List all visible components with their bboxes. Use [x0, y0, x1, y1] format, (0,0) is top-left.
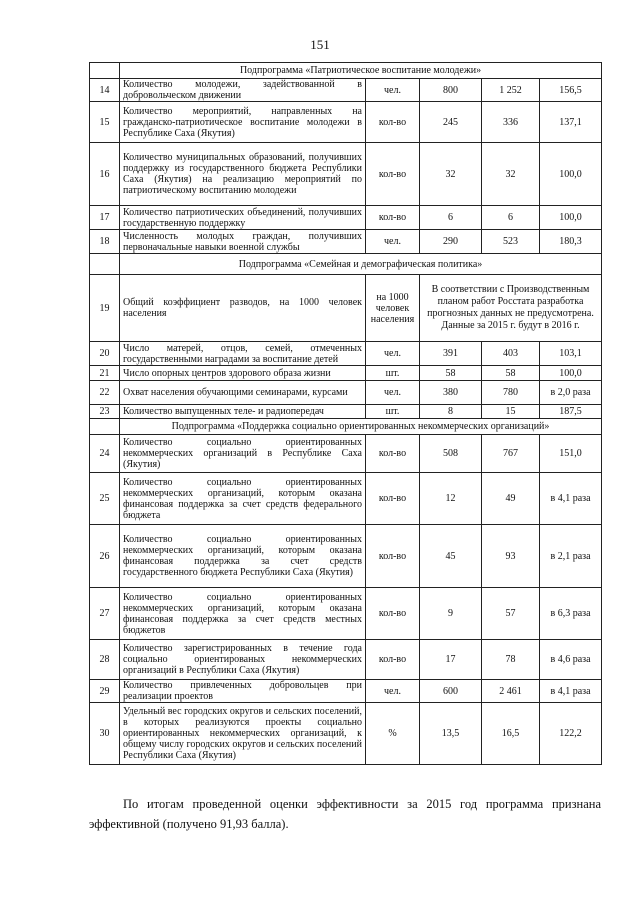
table-row	[90, 525, 602, 588]
indicator-name: Количество мероприятий, направленных на гражданско-патриотическое воспитание молодежи в Республике Саха (Якутия)	[120, 102, 366, 143]
indicator-name: Общий коэффициент разводов, на 1000 человек населения	[120, 275, 366, 342]
table-row	[90, 473, 602, 525]
plan-value: 12	[420, 473, 482, 525]
indicator-name: Количество патриотических объединений, получивших государственную поддержку	[120, 206, 366, 230]
table-row	[90, 342, 602, 366]
percent-value: в 2,1 раза	[540, 525, 602, 588]
unit-cell: чел.	[366, 342, 420, 366]
row-number: 29	[90, 680, 120, 703]
plan-value: 6	[420, 206, 482, 230]
percent-value: 122,2	[540, 703, 602, 765]
percent-value: в 2,0 раза	[540, 381, 602, 405]
row-number: 18	[90, 230, 120, 254]
unit-cell: чел.	[366, 381, 420, 405]
fact-value: 6	[482, 206, 540, 230]
percent-value: 100,0	[540, 143, 602, 206]
table-row	[90, 405, 602, 419]
table-row	[90, 435, 602, 473]
unit-cell: кол-во	[366, 435, 420, 473]
indicator-name: Удельный вес городских округов и сельских поселений, в которых реализуются проекты социально ориентированных некоммерческих организаций, к общему числу городских округов и сельских поселений Республики Саха (Якутия)	[120, 703, 366, 765]
unit-cell: чел.	[366, 79, 420, 102]
row-number: 22	[90, 381, 120, 405]
plan-value: 600	[420, 680, 482, 703]
fact-value: 32	[482, 143, 540, 206]
percent-value: 180,3	[540, 230, 602, 254]
percent-value: 187,5	[540, 405, 602, 419]
percent-value: в 4,1 раза	[540, 473, 602, 525]
indicator-name: Количество социально ориентированных некоммерческих организаций, которым оказана финансовая поддержка за счет средств местных бюджетов	[120, 588, 366, 640]
percent-value: в 4,6 раза	[540, 640, 602, 680]
table-row	[90, 79, 602, 102]
plan-value: 8	[420, 405, 482, 419]
indicators-table	[89, 62, 602, 765]
row-number: 28	[90, 640, 120, 680]
plan-value: 13,5	[420, 703, 482, 765]
indicator-name: Количество молодежи, задействованной в добровольческом движении	[120, 79, 366, 102]
unit-cell: кол-во	[366, 640, 420, 680]
table-row	[90, 680, 602, 703]
fact-value: 15	[482, 405, 540, 419]
row-number: 23	[90, 405, 120, 419]
row-number: 27	[90, 588, 120, 640]
indicator-name: Количество муниципальных образований, получивших поддержку из государственного бюджета Республики Саха (Якутия) на реализацию мероприятий по патриотическому воспитанию молодежи	[120, 143, 366, 206]
plan-value: 508	[420, 435, 482, 473]
row-number: 24	[90, 435, 120, 473]
fact-value: 336	[482, 102, 540, 143]
row-number: 25	[90, 473, 120, 525]
row-number: 17	[90, 206, 120, 230]
row-number: 20	[90, 342, 120, 366]
indicator-name: Количество социально ориентированных некоммерческих организаций в Республике Саха (Якутия)	[120, 435, 366, 473]
row-number: 30	[90, 703, 120, 765]
fact-value: 1 252	[482, 79, 540, 102]
unit-cell: кол-во	[366, 588, 420, 640]
indicator-name: Количество привлеченных добровольцев при реализации проектов	[120, 680, 366, 703]
fact-value: 403	[482, 342, 540, 366]
unit-cell: на 1000 человек населения	[366, 275, 420, 342]
plan-value: 380	[420, 381, 482, 405]
percent-value: 137,1	[540, 102, 602, 143]
fact-value: 767	[482, 435, 540, 473]
unit-cell: %	[366, 703, 420, 765]
indicator-name: Количество социально ориентированных некоммерческих организаций, которым оказана финансовая поддержка за счет средств государственного бюджета Республики Саха (Якутия)	[120, 525, 366, 588]
section-row	[90, 419, 602, 435]
unit-cell: шт.	[366, 405, 420, 419]
conclusion-paragraph	[89, 794, 601, 834]
unit-cell: кол-во	[366, 473, 420, 525]
percent-value: в 4,1 раза	[540, 680, 602, 703]
table-row	[90, 640, 602, 680]
table-row	[90, 366, 602, 381]
plan-value: 245	[420, 102, 482, 143]
table-row	[90, 206, 602, 230]
fact-value: 780	[482, 381, 540, 405]
page-number: 151	[310, 37, 330, 52]
plan-value: 800	[420, 79, 482, 102]
percent-value: 151,0	[540, 435, 602, 473]
unit-cell: шт.	[366, 366, 420, 381]
row-number: 26	[90, 525, 120, 588]
row-number: 21	[90, 366, 120, 381]
fact-value: 49	[482, 473, 540, 525]
percent-value: 100,0	[540, 366, 602, 381]
fact-value: 93	[482, 525, 540, 588]
unit-cell: чел.	[366, 680, 420, 703]
table-row	[90, 703, 602, 765]
unit-cell: кол-во	[366, 102, 420, 143]
section-title-nko: Подпрограмма «Поддержка социально ориентированных некоммерческих организаций»	[120, 419, 602, 435]
table-row	[90, 102, 602, 143]
row-number: 15	[90, 102, 120, 143]
conclusion-text: По итогам проведенной оценки эффективности за 2015 год программа признана эффективной (получено 91,93 балла).	[89, 796, 601, 831]
table-row	[90, 588, 602, 640]
indicator-name: Количество социально ориентированных некоммерческих организаций, которым оказана финансовая поддержка за счет средств федерального бюджета	[120, 473, 366, 525]
plan-value: 58	[420, 366, 482, 381]
percent-value: 156,5	[540, 79, 602, 102]
fact-value: 58	[482, 366, 540, 381]
indicator-name: Число матерей, отцов, семей, отмеченных государственными наградами за воспитание детей	[120, 342, 366, 366]
unit-cell: чел.	[366, 230, 420, 254]
plan-value: 45	[420, 525, 482, 588]
indicator-name: Количество выпущенных теле- и радиопередач	[120, 405, 366, 419]
unit-cell: кол-во	[366, 143, 420, 206]
fact-value: 523	[482, 230, 540, 254]
row-number: 14	[90, 79, 120, 102]
percent-value: 103,1	[540, 342, 602, 366]
plan-value: 17	[420, 640, 482, 680]
section-row	[90, 63, 602, 79]
fact-value: 16,5	[482, 703, 540, 765]
indicator-name: Количество зарегистрированных в течение года социально ориентированых некоммерческих организаций в Республики Саха (Якутия)	[120, 640, 366, 680]
plan-value: 290	[420, 230, 482, 254]
indicator-name: Число опорных центров здорового образа жизни	[120, 366, 366, 381]
section-row	[90, 254, 602, 275]
section-title-family: Подпрограмма «Семейная и демографическая политика»	[120, 254, 602, 275]
fact-value: 2 461	[482, 680, 540, 703]
indicator-name: Численность молодых граждан, получивших первоначальные навыки военной службы	[120, 230, 366, 254]
section-title-patriotic: Подпрограмма «Патриотическое воспитание молодежи»	[120, 63, 602, 79]
plan-value: 32	[420, 143, 482, 206]
row-number: 16	[90, 143, 120, 206]
table-row	[90, 275, 602, 342]
table-row	[90, 230, 602, 254]
plan-value: 9	[420, 588, 482, 640]
table-row	[90, 381, 602, 405]
fact-value: 57	[482, 588, 540, 640]
table-row	[90, 143, 602, 206]
plan-value: 391	[420, 342, 482, 366]
unit-cell: кол-во	[366, 525, 420, 588]
fact-value: 78	[482, 640, 540, 680]
percent-value: в 6,3 раза	[540, 588, 602, 640]
percent-value: 100,0	[540, 206, 602, 230]
unit-cell: кол-во	[366, 206, 420, 230]
row-number: 19	[90, 275, 120, 342]
indicator-name: Охват населения обучающими семинарами, курсами	[120, 381, 366, 405]
note-cell: В соответствии с Производственным планом работ Росстата разработка прогнозных данных не предусмотрена. Данные за 2015 г. будут в 2016 г.	[420, 275, 602, 342]
